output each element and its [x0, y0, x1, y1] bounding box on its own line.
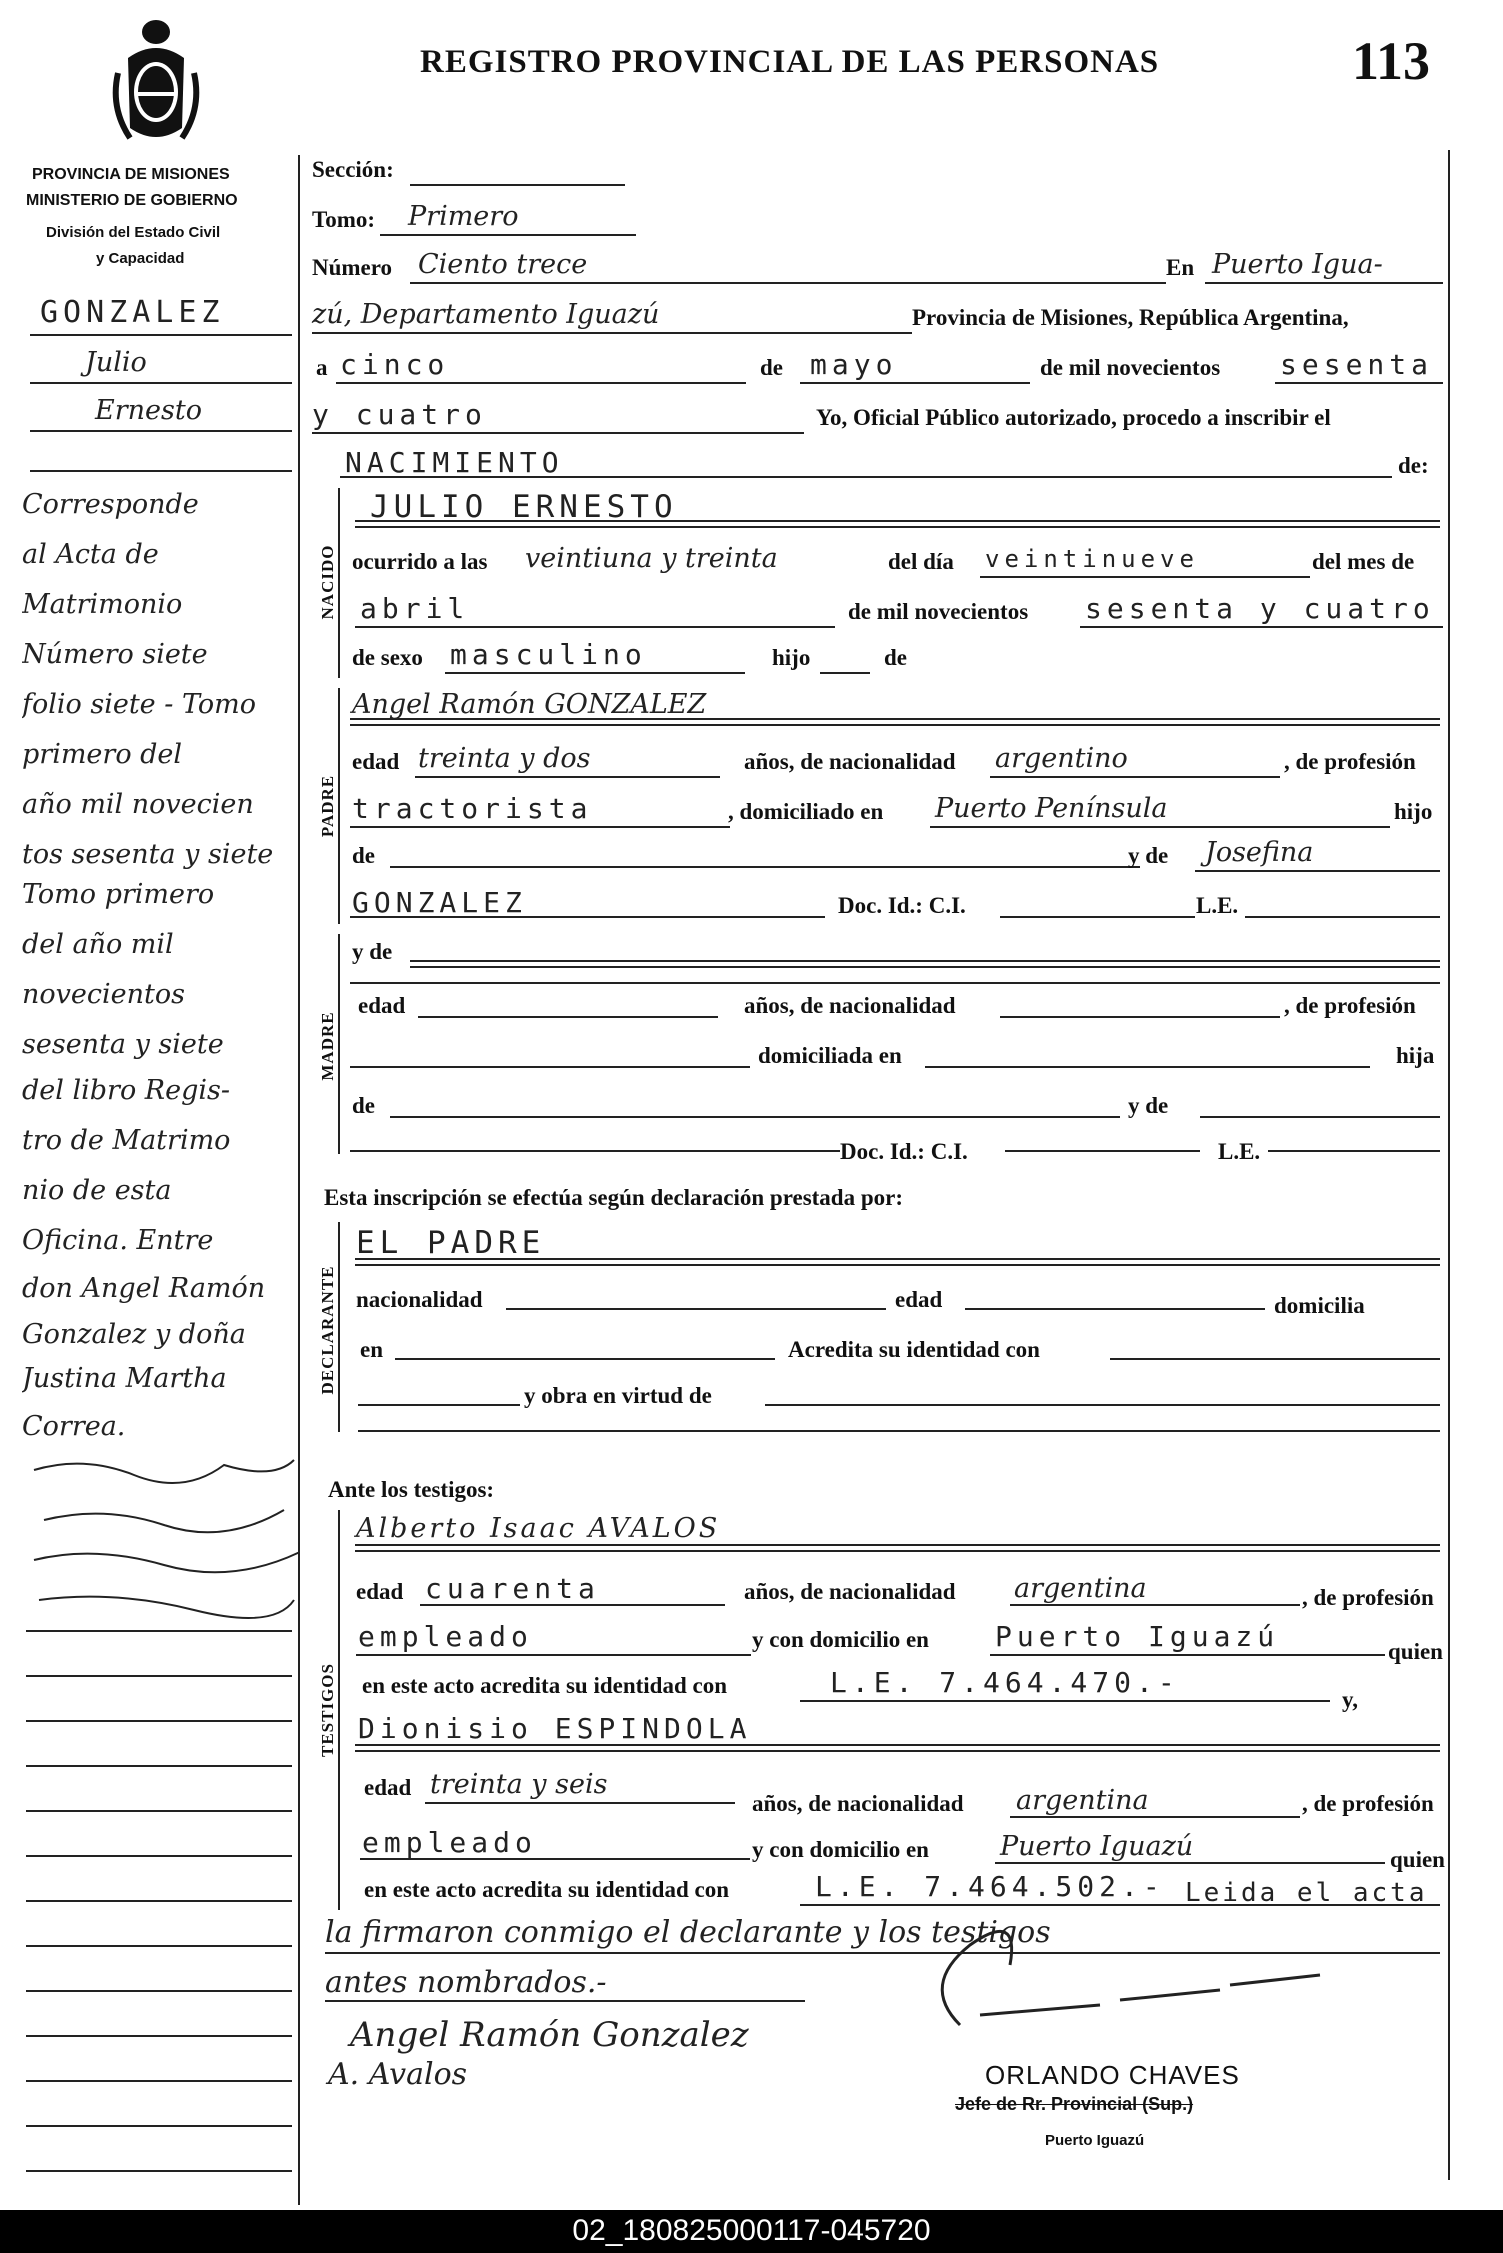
t2-edad-value: treinta y seis [430, 1769, 608, 1800]
rule [26, 2170, 292, 2172]
province-label: PROVINCIA DE MISIONES [32, 166, 230, 183]
official-signature [900, 1905, 1400, 2045]
margin-note-line: del libro Regis- [22, 1075, 230, 1106]
rule [26, 1810, 292, 1812]
rule [1200, 1116, 1440, 1118]
madre-y-de-label: y de [352, 939, 393, 964]
nacido-bracket [338, 488, 340, 678]
t1-prof-value: empleado [358, 1620, 533, 1653]
decl-domicilia-label: domicilia [1274, 1293, 1365, 1318]
t1-quien-label: quien [1388, 1639, 1443, 1664]
t2-prof-value: empleado [362, 1826, 537, 1859]
rule [355, 626, 835, 628]
decl-nac-label: nacionalidad [356, 1287, 483, 1312]
nacido-label: NACIDO [318, 544, 337, 620]
dia-value: cinco [340, 348, 450, 381]
rule [26, 1990, 292, 1992]
rule [30, 470, 292, 472]
rule [350, 718, 1440, 726]
t1-y-label: y, [1342, 1687, 1358, 1712]
padre-y-de-label: y de [1128, 843, 1169, 868]
rule [395, 1358, 775, 1360]
padre-prof-value: tractorista [352, 792, 593, 825]
decl-obra-label: y obra en virtud de [524, 1383, 712, 1408]
division-label-2: y Capacidad [96, 250, 185, 267]
record-number: 113 [1352, 31, 1431, 91]
padre-dom-label: , domiciliado en [728, 799, 884, 824]
signature-declarante: Angel Ramón Gonzalez [350, 2015, 749, 2055]
rule [350, 916, 825, 918]
testigos-bracket [338, 1510, 340, 1910]
de-mil-label-2: de mil novecientos [848, 599, 1029, 624]
margin-surname: GONZALEZ [40, 295, 225, 330]
margin-note-line: nio de esta [22, 1175, 172, 1206]
mes-nac-value: abril [360, 592, 470, 625]
rule [415, 776, 720, 778]
rule [506, 1308, 886, 1310]
madre-hija-label: hija [1396, 1043, 1435, 1068]
sexo-value: masculino [450, 638, 647, 671]
rule [30, 334, 292, 336]
margin-note-line: Matrimonio [22, 589, 183, 620]
t2-nombre-value: Dionisio ESPINDOLA [358, 1712, 752, 1745]
anio-value-2: y cuatro [312, 398, 487, 431]
rule [26, 1720, 292, 1722]
rule [26, 2080, 292, 2082]
rule [26, 1855, 292, 1857]
margin-note-line: del año mil [22, 929, 174, 960]
t1-dom-value: Puerto Iguazú [995, 1620, 1280, 1653]
padre-de-label: de [352, 843, 375, 868]
madre-le-label: L.E. [1218, 1139, 1261, 1164]
stamp-role: Jefe de Rr. Provincial (Sup.) [955, 2094, 1194, 2114]
rule [26, 1630, 292, 1632]
closing-line-2: antes nombrados.- [325, 1965, 607, 2000]
margin-note-line: al Acta de [22, 539, 159, 570]
t2-acredita-label: en este acto acredita su identidad con [364, 1877, 730, 1902]
del-mes-label: del mes de [1312, 549, 1415, 574]
mes-value: mayo [810, 348, 898, 381]
rule [26, 1675, 292, 1677]
t1-nac-label: años, de nacionalidad [744, 1579, 956, 1604]
rule [965, 1308, 1265, 1310]
rule [30, 430, 292, 432]
rule [418, 1016, 718, 1018]
ministry-label: MINISTERIO DE GOBIERNO [26, 192, 238, 209]
rule [420, 1604, 725, 1606]
anio-nac-value: sesenta y cuatro [1085, 592, 1435, 625]
seccion-label: Sección: [312, 157, 394, 182]
madre-y-de-label-2: y de [1128, 1093, 1169, 1118]
margin-note-line: tos sesenta y siete [22, 839, 274, 870]
footer-code: 02_180825000117-045720 [572, 2214, 931, 2247]
margin-name-1: Julio [85, 347, 147, 378]
a-label: a [316, 355, 328, 380]
padre-le-label: L.E. [1196, 893, 1239, 918]
margin-note-line: don Angel Ramón [22, 1273, 266, 1304]
place-value: zú, Departamento Iguazú [312, 299, 660, 330]
numero-value: Ciento trece [418, 249, 588, 280]
hora-value: veintiuna y treinta [525, 543, 778, 574]
numero-label: Número [312, 255, 393, 280]
rule [350, 826, 730, 828]
de-label: de [760, 355, 783, 380]
margin-divider [298, 155, 300, 2205]
rule [325, 2000, 805, 2002]
coat-of-arms-emblem [108, 18, 204, 153]
margin-note-line: novecientos [22, 979, 185, 1010]
t2-prof-label: , de profesión [1302, 1791, 1434, 1816]
leida-value: Leida el acta [1185, 1878, 1428, 1908]
decl-edad-label: edad [895, 1287, 943, 1312]
rule [445, 672, 745, 674]
hijo-label: hijo [772, 645, 811, 670]
rule [1110, 1358, 1440, 1360]
margin-note-line: Gonzalez y doña [22, 1319, 246, 1350]
madre-label: MADRE [318, 1011, 337, 1081]
rule [358, 1404, 520, 1406]
margin-note-line: folio siete - Tomo [22, 689, 256, 720]
rule [1195, 870, 1440, 872]
margin-note-line: primero del [22, 739, 183, 770]
dia-nac-value: veintinueve [985, 545, 1199, 573]
padre-madre-value-2: GONZALEZ [352, 886, 527, 919]
padre-nac-value: argentino [995, 743, 1128, 774]
rule [930, 826, 1390, 828]
rule [312, 432, 804, 434]
margin-note-line: Tomo primero [22, 879, 215, 910]
padre-doc-label: Doc. Id.: C.I. [838, 893, 966, 918]
margin-scribble [24, 1450, 299, 1630]
en-label: En [1166, 255, 1195, 280]
t2-dom-label: y con domicilio en [752, 1837, 929, 1862]
t2-edad-label: edad [364, 1775, 412, 1800]
margin-note-line: Correa. [22, 1411, 126, 1442]
declaracion-label: Esta inscripción se efectúa según declaración prestada por: [324, 1185, 904, 1210]
padre-edad-label: edad [352, 749, 400, 774]
t2-nac-value: argentina [1016, 1785, 1149, 1816]
madre-de-label: de [352, 1093, 375, 1118]
madre-edad-label: edad [358, 993, 406, 1018]
rule [26, 1900, 292, 1902]
t1-prof-label: , de profesión [1302, 1585, 1434, 1610]
t1-dom-label: y con domicilio en [752, 1627, 929, 1652]
rule [355, 520, 1440, 528]
t1-edad-label: edad [356, 1579, 404, 1604]
declarante-bracket [338, 1222, 340, 1432]
declarante-label: DECLARANTE [318, 1265, 337, 1395]
margin-note-line: sesenta y siete [22, 1029, 224, 1060]
margin-note-line: Corresponde [22, 489, 199, 520]
stamp-place: Puerto Iguazú [1045, 2132, 1145, 2149]
anio-value: sesenta [1280, 348, 1434, 381]
tomo-label: Tomo: [312, 207, 376, 232]
rule [1000, 916, 1195, 918]
rule [925, 1066, 1370, 1068]
signature-witness: A. Avalos [328, 2057, 468, 2092]
rule [355, 1258, 1440, 1266]
de-colon-label: de: [1398, 453, 1429, 478]
del-dia-label: del día [888, 549, 954, 574]
tomo-value: Primero [408, 201, 519, 232]
rule [30, 382, 292, 384]
rule [26, 1765, 292, 1767]
t1-nombre-value: Alberto Isaac AVALOS [356, 1513, 721, 1544]
rule [1010, 1604, 1300, 1606]
rule [765, 1404, 1440, 1406]
rule [1268, 1150, 1440, 1152]
rule [1000, 1016, 1280, 1018]
rule [990, 776, 1280, 778]
rule [990, 1654, 1385, 1656]
ocurrido-label: ocurrido a las [352, 549, 488, 574]
rule [26, 2125, 292, 2127]
margin-note-line: Justina Martha [22, 1363, 227, 1394]
rule [425, 1802, 735, 1804]
rule [355, 1744, 1440, 1752]
padre-edad-value: treinta y dos [418, 743, 591, 774]
madre-doc-label: Doc. Id.: C.I. [840, 1139, 968, 1164]
rule [340, 476, 1392, 478]
padre-prof-label: , de profesión [1284, 749, 1416, 774]
de-sexo-label: de sexo [352, 645, 423, 670]
rule [380, 234, 636, 236]
rule [1245, 916, 1440, 918]
padre-label: PADRE [318, 774, 337, 838]
hijo-de-label: de [884, 645, 907, 670]
declarante-value: EL PADRE [356, 1225, 546, 1261]
t2-doc-value: L.E. 7.464.502.- [815, 1870, 1165, 1903]
closing-line-1: la firmaron conmigo el declarante y los testigos [325, 1915, 1051, 1950]
t1-edad-value: cuarenta [425, 1572, 600, 1605]
rule [336, 382, 746, 384]
padre-hijo-label: hijo [1394, 799, 1433, 824]
right-border [1448, 150, 1450, 2180]
margin-note-line: tro de Matrimo [22, 1125, 231, 1156]
rule [1005, 1150, 1200, 1152]
margin-note-line: Número siete [22, 639, 208, 670]
rule [800, 382, 1030, 384]
header-title: REGISTRO PROVINCIAL DE LAS PERSONAS [420, 44, 1160, 80]
t2-quien-label: quien [1390, 1847, 1445, 1872]
decl-en-label: en [360, 1337, 383, 1362]
padre-dom-value: Puerto Península [935, 793, 1168, 824]
rule [410, 960, 1440, 968]
madre-dom-label: domiciliada en [758, 1043, 902, 1068]
rule [26, 2035, 292, 2037]
margin-note-line: año mil novecien [22, 789, 254, 820]
rule [390, 1116, 1120, 1118]
rule [800, 1700, 1330, 1702]
padre-nombre-value: Angel Ramón GONZALEZ [352, 689, 707, 720]
rule [390, 866, 1140, 868]
rule [350, 982, 1440, 984]
rule [980, 576, 1310, 578]
testigos-label: TESTIGOS [318, 1663, 337, 1757]
t1-acredita-label: en este acto acredita su identidad con [362, 1673, 728, 1698]
stamp-name: ORLANDO CHAVES [985, 2060, 1240, 2090]
yo-label: Yo, Oficial Público autorizado, procedo a inscribir el [816, 405, 1331, 430]
rule [410, 184, 625, 186]
t2-dom-value: Puerto Iguazú [1000, 1831, 1194, 1862]
rule [312, 332, 912, 334]
padre-bracket [338, 688, 340, 924]
en-value: Puerto Igua- [1212, 249, 1383, 280]
rule [820, 672, 870, 674]
de-mil-label: de mil novecientos [1040, 355, 1221, 380]
rule [26, 1945, 292, 1947]
rule [1275, 382, 1443, 384]
rule [1205, 282, 1443, 284]
t1-doc-value: L.E. 7.464.470.- [830, 1666, 1180, 1699]
madre-bracket [338, 934, 340, 1154]
rule [355, 1544, 1440, 1552]
division-label: División del Estado Civil [46, 224, 221, 241]
rule [410, 282, 1166, 284]
padre-nac-label: años, de nacionalidad [744, 749, 956, 774]
rule [356, 1654, 751, 1656]
rule [1080, 626, 1443, 628]
margin-name-2: Ernesto [95, 395, 202, 426]
t1-nac-value: argentina [1014, 1573, 1147, 1604]
rule [995, 1862, 1385, 1864]
decl-acredita-label: Acredita su identidad con [788, 1337, 1040, 1362]
padre-madre-value: Josefina [1205, 837, 1314, 868]
ante-label: Ante los testigos: [328, 1477, 495, 1502]
rule [350, 1150, 840, 1152]
rule [358, 1430, 1440, 1432]
nombre-value: JULIO ERNESTO [370, 489, 678, 525]
provincia-label: Provincia de Misiones, República Argentina, [912, 305, 1349, 330]
rule [1010, 1816, 1300, 1818]
madre-nac-label: años, de nacionalidad [744, 993, 956, 1018]
madre-prof-label: , de profesión [1284, 993, 1416, 1018]
t2-nac-label: años, de nacionalidad [752, 1791, 964, 1816]
rule [360, 1858, 750, 1860]
acto-value: NACIMIENTO [345, 446, 564, 479]
margin-note-line: Oficina. Entre [22, 1225, 214, 1256]
rule [350, 1066, 750, 1068]
